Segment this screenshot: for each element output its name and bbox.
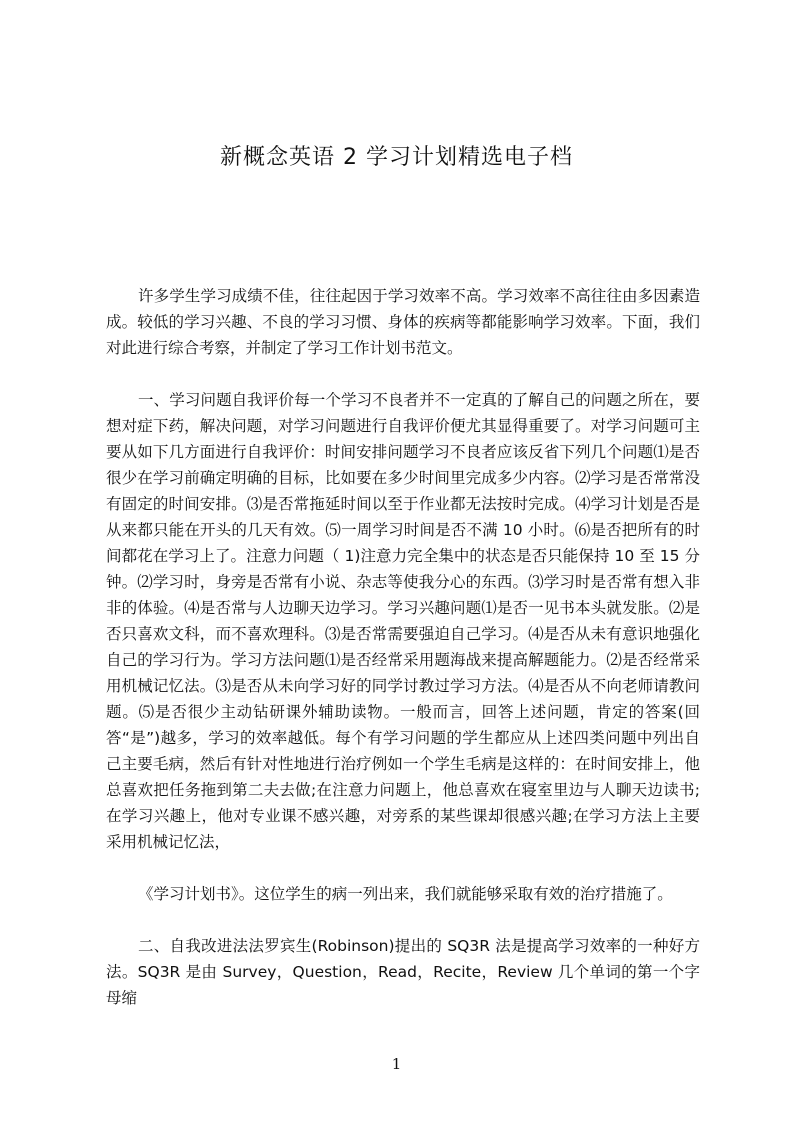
paragraph-gap — [106, 907, 700, 933]
paragraph-gap — [106, 855, 700, 881]
paragraph-sq3r: 二、自我改进法法罗宾生(Robinson)提出的 SQ3R 法是提高学习效率的一种好方法。SQ3R 是由 Survey，Question，Read，Recite，Review 几个单词的第一个字母缩 — [106, 937, 700, 1007]
paragraph-gap — [106, 361, 700, 387]
page-number: 1 — [391, 1055, 402, 1073]
paragraph-intro: 许多学生学习成绩不佳，往往起因于学习效率不高。学习效率不高往往由多因素造成。较低的学习兴趣、不良的学习习惯、身体的疾病等都能影响学习效率。下面，我们对此进行综合考察，并制定了学习工作计划书范文。 — [106, 287, 700, 357]
paragraph-self-evaluation: 一、学习问题自我评价每一个学习不良者并不一定真的了解自己的问题之所在，要想对症下药，解决问题，对学习问题进行自我评价便尤其显得重要了。对学习问题可主要从如下几方面进行自我评价：时间安排问题学习不良者应该反省下列几个问题⑴是否很少在学习前确定明确的目标，比如要在多少时间里完成多少内容。⑵学习是否常常没有固定的时间安排。⑶是否常拖延时间以至于作业都无法按时完成。⑷学习计划是否是从来都只能在开头的几天有效。⑸一周学习时间是否不满 10 小时。⑹是否把所有的时间都花在学习上了。注意力问题（ 1)注意力完全集中的状态是否只能保持 10 至 15 分钟。⑵学习时，身旁是否常有小说、杂志等使我分心的东西。⑶学习时是否常有想入非非的体验。⑷是否常与人边聊天边学习。学习兴趣问题⑴是否一见书本头就发胀。⑵是否只喜欢文科，而不喜欢理科。⑶是否常需要强迫自己学习。⑷是否从未有意识地强化自己的学习行为。学习方法问题⑴是否经常采用题海战来提高解题能力。⑵是否经常采用机械记忆法。⑶是否从未向学习好的同学讨教过学习方法。⑷是否从不向老师请教问题。⑸是否很少主动钻研课外辅助读物。一般而言，回答上述问题，肯定的答案(回答“是”)越多，学习的效率越低。每个有学习问题的学生都应从上述四类问题中列出自己主要毛病，然后有针对性地进行治疗例如一个学生毛病是这样的：在时间安排上，他总喜欢把任务拖到第二夫去做;在注意力问题上，他总喜欢在寝室里边与人聊天边读书;在学习兴趣上，他对专业课不感兴趣，对旁系的某些课却很感兴趣;在学习方法上主要采用机械记忆法， — [106, 391, 700, 851]
paragraph-plan-book: 《学习计划书》。这位学生的病一列出来，我们就能够采取有效的治疗措施了。 — [138, 885, 673, 903]
document-body — [106, 283, 700, 1011]
document-title: 新概念英语 2 学习计划精选电子档 — [220, 145, 573, 170]
